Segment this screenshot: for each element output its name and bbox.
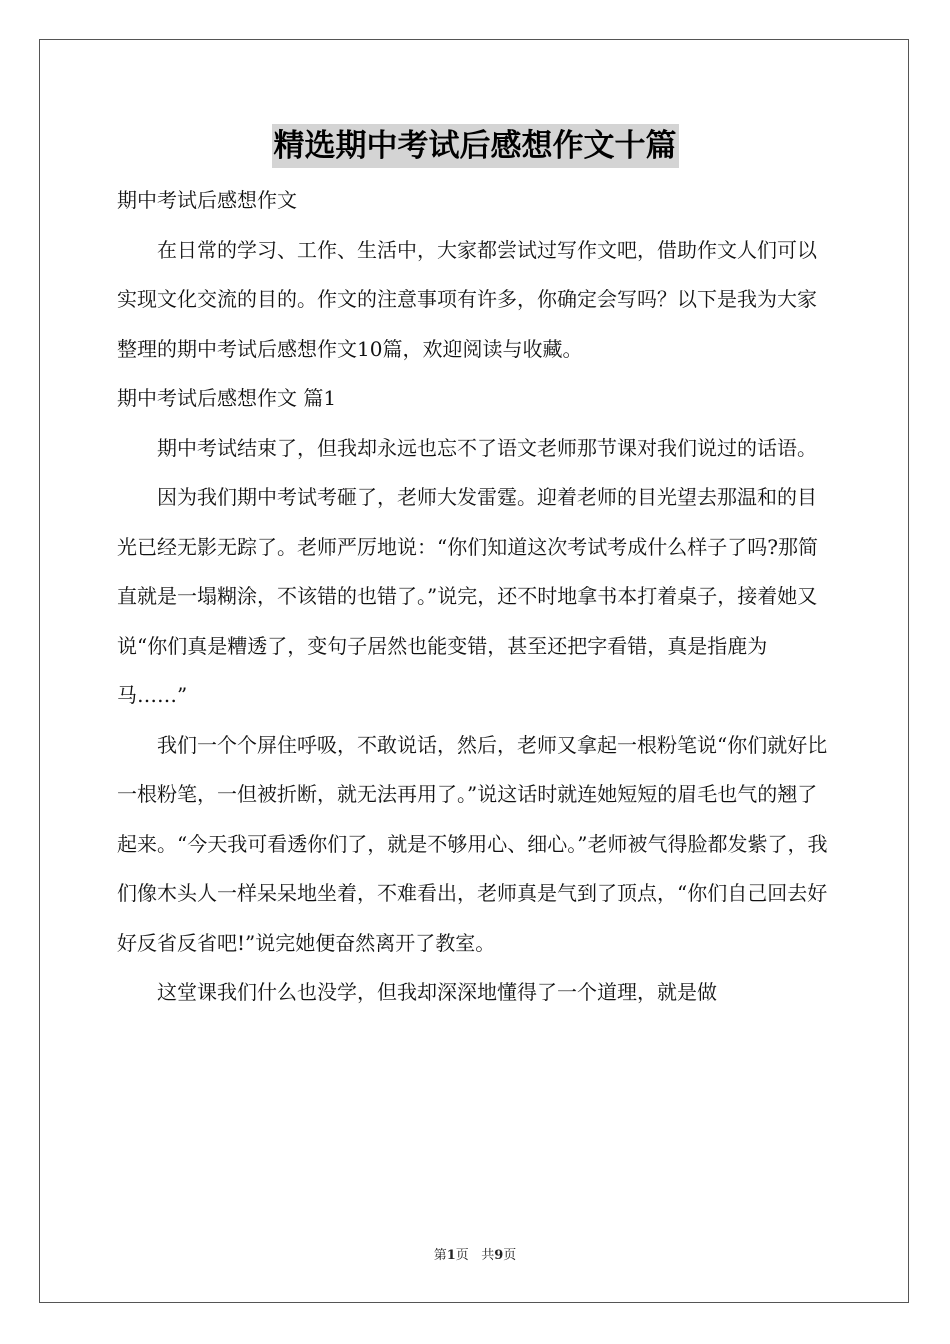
document-body (117, 176, 833, 1018)
paragraph: 在日常的学习、工作、生活中，大家都尝试过写作文吧，借助作文人们可以实现文化交流的目的。作文的注意事项有许多，你确定会写吗？以下是我为大家整理的期中考试后感想作文10篇，欢迎阅读与收藏。 (117, 237, 817, 361)
paragraph: 期中考试后感想作文 (117, 188, 297, 212)
paragraph: 期中考试结束了，但我却永远也忘不了语文老师那节课对我们说过的话语。 (157, 435, 817, 460)
page-prefix: 第 (433, 1248, 447, 1263)
page-number: 1 (446, 1248, 456, 1263)
document-title: 精选期中考试后感想作文十篇 (272, 124, 679, 168)
paragraph: 我们一个个屏住呼吸，不敢说话，然后，老师又拿起一根粉笔说“你们就好比一根粉笔，一但被折断，就无法再用了。”说这话时就连她短短的眉毛也气的翘了起来。“今天我可看透你们了，就是不够用心、细心。”老师被气得脸都发紫了，我们像木头人一样呆呆地坐着，不难看出，老师真是气到了顶点，“你们自己回去好好反省反省吧!”说完她便奋然离开了教室。 (117, 732, 828, 955)
page-suffix: 页 (455, 1248, 469, 1263)
paragraph: 期中考试后感想作文 篇1 (117, 386, 337, 410)
paragraph: 因为我们期中考试考砸了，老师大发雷霆。迎着老师的目光望去那温和的目光已经无影无踪了。老师严厉地说：“你们知道这次考试考成什么样子了吗?那简直就是一塌糊涂，不该错的也错了。”说完，还不时地拿书本打着桌子，接着她又说“你们真是糟透了，变句子居然也能变错，甚至还把字看错，真是指鹿为马……” (117, 485, 818, 707)
total-suffix: 页 (503, 1248, 517, 1263)
total-pages: 9 (494, 1248, 504, 1263)
page-footer (0, 1244, 950, 1263)
title-container (0, 124, 950, 168)
paragraph: 这堂课我们什么也没学，但我却深深地懂得了一个道理，就是做 (157, 980, 717, 1004)
total-prefix: 共 (481, 1248, 495, 1263)
